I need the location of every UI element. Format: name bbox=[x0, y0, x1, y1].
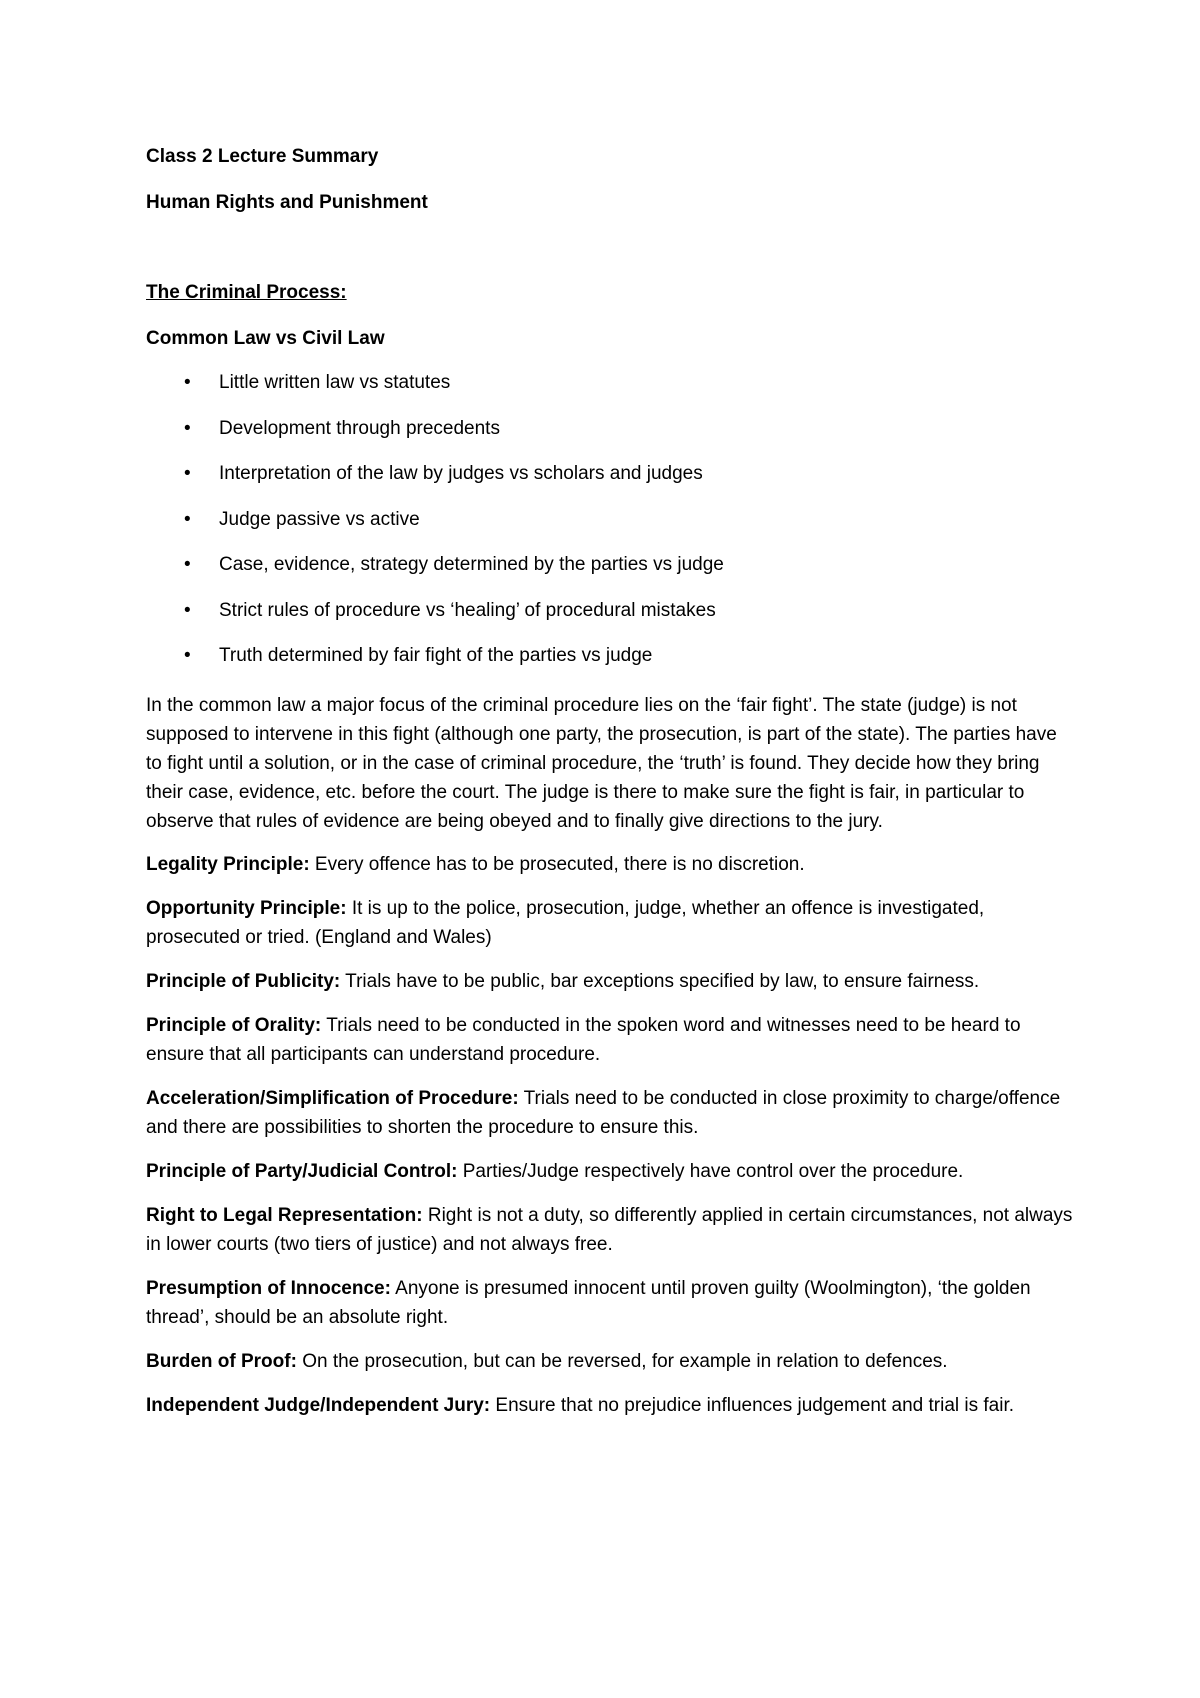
definition-opportunity bbox=[146, 894, 1076, 952]
definition-presumption-innocence bbox=[146, 1274, 1076, 1332]
definition-term: Presumption of Innocence: bbox=[146, 1277, 391, 1299]
list-item-text: Interpretation of the law by judges vs scholars and judges bbox=[219, 463, 703, 484]
definition-text: Anyone is presumed innocent until proven guilty (Woolmington), ‘the golden thread’, should be an absolute right. bbox=[146, 1277, 1031, 1328]
bullet-icon: • bbox=[184, 417, 191, 439]
definition-term: Principle of Party/Judicial Control: bbox=[146, 1160, 458, 1182]
definition-term: Opportunity Principle: bbox=[146, 897, 347, 919]
list-item bbox=[146, 509, 1076, 555]
definition-text: Ensure that no prejudice influences judgement and trial is fair. bbox=[490, 1394, 1015, 1416]
list-item-text: Development through precedents bbox=[219, 417, 500, 439]
bullet-icon: • bbox=[184, 508, 191, 530]
list-item-text: Little written law vs statutes bbox=[219, 372, 451, 393]
comparison-heading: Common Law vs Civil Law bbox=[146, 328, 385, 349]
section-heading: The Criminal Process: bbox=[146, 282, 347, 303]
bullet-icon: • bbox=[184, 599, 191, 621]
body-paragraph: In the common law a major focus of the criminal procedure lies on the ‘fair fight’. The state (judge) is not supposed to intervene in this fight (although one party, the prosecution, is part of the state). The parties have to fight until a solution, or in the case of criminal procedure, the ‘truth’ is found. They decide how they bring their case, evidence, etc. before the court. The judge is there to make sure the fight is fair, in particular to observe that rules of evidence are being obeyed and to finally give directions to the jury. bbox=[146, 694, 1057, 832]
definition-term: Principle of Orality: bbox=[146, 1014, 322, 1036]
definition-independent-judge-jury bbox=[146, 1391, 1076, 1420]
definition-party-judicial-control bbox=[146, 1157, 1076, 1186]
bullet-icon: • bbox=[184, 372, 191, 393]
definition-burden-of-proof bbox=[146, 1347, 1076, 1376]
document-title: Class 2 Lecture Summary bbox=[146, 146, 379, 167]
definition-term: Independent Judge/Independent Jury: bbox=[146, 1394, 491, 1416]
list-item bbox=[146, 418, 1076, 464]
definition-term: Acceleration/Simplification of Procedure: bbox=[146, 1087, 519, 1109]
definition-legal-representation bbox=[146, 1201, 1076, 1259]
definition-text: Trials need to be conducted in close proximity to charge/offence and there are possibilities to shorten the procedure to ensure this. bbox=[146, 1087, 1061, 1138]
list-item-text: Truth determined by fair fight of the parties vs judge bbox=[219, 645, 653, 666]
definition-orality bbox=[146, 1011, 1076, 1069]
list-item bbox=[146, 600, 1076, 646]
list-item bbox=[146, 645, 1076, 691]
list-item-text: Case, evidence, strategy determined by the parties vs judge bbox=[219, 554, 724, 575]
definition-text: Trials need to be conducted in the spoken word and witnesses need to be heard to ensure that all participants can understand procedure. bbox=[146, 1014, 1021, 1065]
document-subtitle: Human Rights and Punishment bbox=[146, 192, 428, 213]
bullet-icon: • bbox=[184, 554, 191, 575]
definition-text: Parties/Judge respectively have control over the procedure. bbox=[457, 1160, 964, 1182]
bullet-icon: • bbox=[184, 645, 191, 666]
list-item-text: Judge passive vs active bbox=[219, 508, 420, 530]
definition-text: Trials have to be public, bar exceptions specified by law, to ensure fairness. bbox=[340, 970, 980, 992]
definition-term: Right to Legal Representation: bbox=[146, 1204, 423, 1226]
bullet-icon: • bbox=[184, 463, 191, 484]
definition-publicity bbox=[146, 967, 1076, 996]
definition-text: On the prosecution, but can be reversed, for example in relation to defences. bbox=[296, 1350, 948, 1372]
document-body bbox=[146, 146, 1076, 1435]
list-item bbox=[146, 554, 1076, 600]
definition-term: Principle of Publicity: bbox=[146, 970, 341, 992]
definition-term: Legality Principle: bbox=[146, 853, 310, 875]
definition-term: Burden of Proof: bbox=[146, 1350, 297, 1372]
definition-text: Every offence has to be prosecuted, there is no discretion. bbox=[309, 853, 805, 875]
definition-legality bbox=[146, 850, 1076, 879]
list-item-text: Strict rules of procedure vs ‘healing’ of procedural mistakes bbox=[219, 599, 716, 621]
list-item bbox=[146, 463, 1076, 509]
definition-text: It is up to the police, prosecution, judge, whether an offence is investigated, prosecuted or tried. (England and Wales) bbox=[146, 897, 985, 948]
list-item bbox=[146, 372, 1076, 418]
definition-text: Right is not a duty, so differently applied in certain circumstances, not always in lower courts (two tiers of justice) and not always free. bbox=[146, 1204, 1073, 1255]
comparison-list bbox=[146, 372, 1076, 691]
definition-acceleration bbox=[146, 1084, 1076, 1142]
